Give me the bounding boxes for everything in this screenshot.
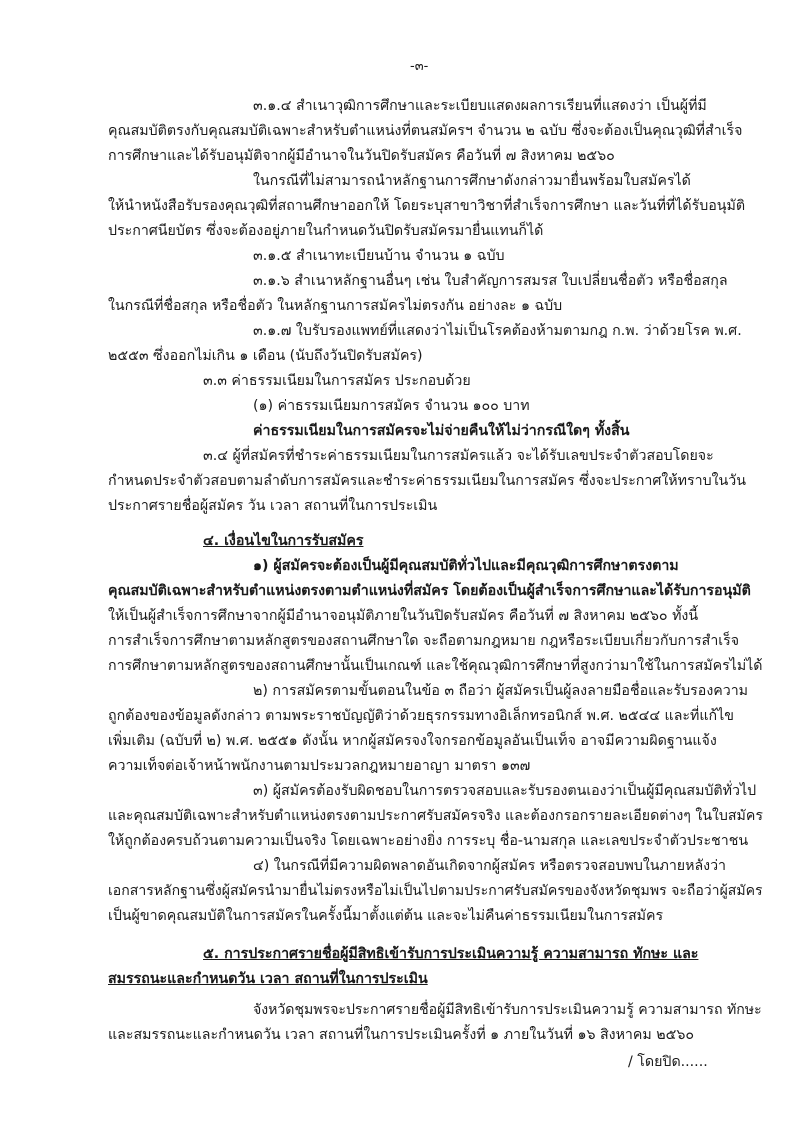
text-line: ให้ถูกต้องครบถ้วนตามความเป็นจริง โดยเฉพาะอย่างยิ่ง การระบุ ชื่อ-นามสกุล และเลขประจำตัวประชาชน [108, 833, 749, 849]
text-line: (๑) ค่าธรรมเนียมการสมัคร จำนวน ๑๐๐ บาท [253, 398, 530, 414]
text-line: ๑) ผู้สมัครจะต้องเป็นผู้มีคุณสมบัติทั่วไปและมีคุณวุฒิการศึกษาตรงตาม [253, 558, 679, 574]
section-heading: ๕. การประกาศรายชื่อผู้มีสิทธิเข้ารับการประเมินความรู้ ความสามารถ ทักษะ และ [203, 946, 699, 962]
text-line: เป็นผู้ขาดคุณสมบัติในการสมัครในครั้งนี้มาตั้งแต่ต้น และจะไม่คืนค่าธรรมเนียมในการสมัคร [108, 908, 664, 924]
text-line: ในกรณีที่ไม่สามารถนำหลักฐานการศึกษาดังกล่าวมายื่นพร้อมใบสมัครได้ [253, 173, 691, 189]
page-number: -๓- [410, 59, 429, 74]
section-heading: สมรรถนะและกำหนดวัน เวลา สถานที่ในการประเมิน [108, 971, 428, 987]
text-line: ประกาศนียบัตร ซึ่งจะต้องอยู่ภายในกำหนดวันปิดรับสมัครมายื่นแทนก็ได้ [108, 223, 544, 239]
text-line: ๓) ผู้สมัครต้องรับผิดชอบในการตรวจสอบและรับรองตนเองว่าเป็นผู้มีคุณสมบัติทั่วไป [253, 783, 757, 799]
text-line: ในกรณีที่ชื่อสกุล หรือชื่อตัว ในหลักฐานการสมัครไม่ตรงกัน อย่างละ ๑ ฉบับ [108, 298, 563, 314]
continuation-marker: / โดยปิด...... [628, 1054, 708, 1070]
text-line: เพิ่มเติม (ฉบับที่ ๒) พ.ศ. ๒๕๕๑ ดังนั้น หากผู้สมัครจงใจกรอกข้อมูลอันเป็นเท็จ อาจมีความผิดฐานแจ้ง [108, 733, 717, 749]
text-line: ความเท็จต่อเจ้าหน้าพนักงานตามประมวลกฎหมายอาญา มาตรา ๑๓๗ [108, 758, 531, 774]
text-line: ๓.๔ ผู้ที่สมัครที่ชำระค่าธรรมเนียมในการสมัครแล้ว จะได้รับเลขประจำตัวสอบโดยจะ [203, 448, 714, 464]
text-line: คุณสมบัติตรงกับคุณสมบัติเฉพาะสำหรับตำแหน่งที่ตนสมัครฯ จำนวน ๒ ฉบับ ซึ่งจะต้องเป็นคุณวุฒิที่สำเร็จ [108, 123, 743, 139]
text-line: เอกสารหลักฐานซึ่งผู้สมัครนำมายื่นไม่ตรงหรือไม่เป็นไปตามประกาศรับสมัครของจังหวัดชุมพร จะถือว่าผู้สมัคร [108, 883, 763, 899]
text-line: และสมรรถนะและกำหนดวัน เวลา สถานที่ในการประเมินครั้งที่ ๑ ภายในวันที่ ๑๖ สิงหาคม ๒๕๖๐ [108, 1027, 695, 1043]
text-line: คุณสมบัติเฉพาะสำหรับตำแหน่งตรงตามตำแหน่งที่สมัคร โดยต้องเป็นผู้สำเร็จการศึกษาและได้รับการอนุมัติ [108, 583, 751, 599]
text-line: ๓.๑.๔ สำเนาวุฒิการศึกษาและระเบียบแสดงผลการเรียนที่แสดงว่า เป็นผู้ที่มี [253, 98, 707, 114]
text-line: ๓.๑.๖ สำเนาหลักฐานอื่นๆ เช่น ใบสำคัญการสมรส ใบเปลี่ยนชื่อตัว หรือชื่อสกุล [253, 273, 728, 289]
text-line: ๔) ในกรณีที่มีความผิดพลาดอันเกิดจากผู้สมัคร หรือตรวจสอบพบในภายหลังว่า [253, 858, 727, 874]
text-line: ให้เป็นผู้สำเร็จการศึกษาจากผู้มีอำนาจอนุมัติภายในวันปิดรับสมัคร คือวันที่ ๗ สิงหาคม ๒๕๖๐ ทั้งนี้ [108, 608, 699, 624]
text-line: จังหวัดชุมพรจะประกาศรายชื่อผู้มีสิทธิเข้ารับการประเมินความรู้ ความสามารถ ทักษะ [253, 1002, 762, 1018]
fee-notice: ค่าธรรมเนียมในการสมัครจะไม่จ่ายคืนให้ไม่ว่ากรณีใดๆ ทั้งสิ้น [253, 423, 630, 439]
text-line: กำหนดประจำตัวสอบตามลำดับการสมัครและชำระค่าธรรมเนียมในการสมัคร ซึ่งจะประกาศให้ทราบในวัน [108, 473, 746, 489]
text-line: ถูกต้องของข้อมูลดังกล่าว ตามพระราชบัญญัติว่าด้วยธุรกรรมทางอิเล็กทรอนิกส์ พ.ศ. ๒๕๔๔ และที่แก้ไข [108, 708, 734, 724]
text-line: การศึกษาและได้รับอนุมัติจากผู้มีอำนาจในวันปิดรับสมัคร คือวันที่ ๗ สิงหาคม ๒๕๖๐ [108, 148, 615, 164]
text-line: ๓.๓ ค่าธรรมเนียมในการสมัคร ประกอบด้วย [203, 373, 471, 389]
text-line: ๒๕๕๓ ซึ่งออกไม่เกิน ๑ เดือน (นับถึงวันปิดรับสมัคร) [108, 348, 423, 364]
text-line: การศึกษาตามหลักสูตรของสถานศึกษานั้นเป็นเกณฑ์ และใช้คุณวุฒิการศึกษาที่สูงกว่ามาใช้ในการสมัครไม่ได้ [108, 658, 763, 674]
text-line: การสำเร็จการศึกษาตามหลักสูตรของสถานศึกษาใด จะถือตามกฎหมาย กฎหรือระเบียบเกี่ยวกับการสำเร็จ [108, 633, 740, 649]
text-line: ๓.๑.๗ ใบรับรองแพทย์ที่แสดงว่าไม่เป็นโรคต้องห้ามตามกฎ ก.พ. ว่าด้วยโรค พ.ศ. [253, 323, 742, 339]
text-line: ประกาศรายชื่อผู้สมัคร วัน เวลา สถานที่ในการประเมิน [108, 498, 438, 514]
text-line: ๓.๑.๕ สำเนาทะเบียนบ้าน จำนวน ๑ ฉบับ [253, 248, 505, 264]
text-line: และคุณสมบัติเฉพาะสำหรับตำแหน่งตรงตามประกาศรับสมัครจริง และต้องกรอกรายละเอียดต่างๆ ในใบสมัคร [108, 808, 763, 824]
section-heading: ๔. เงื่อนไขในการรับสมัคร [203, 533, 364, 549]
text-line: ให้นำหนังสือรับรองคุณวุฒิที่สถานศึกษาออกให้ โดยระบุสาขาวิชาที่สำเร็จการศึกษา และวันที่ที่ได้รับอนุมัติ [108, 198, 746, 214]
text-line: ๒) การสมัครตามขั้นตอนในข้อ ๓ ถือว่า ผู้สมัครเป็นผู้ลงลายมือชื่อและรับรองความ [253, 683, 749, 699]
